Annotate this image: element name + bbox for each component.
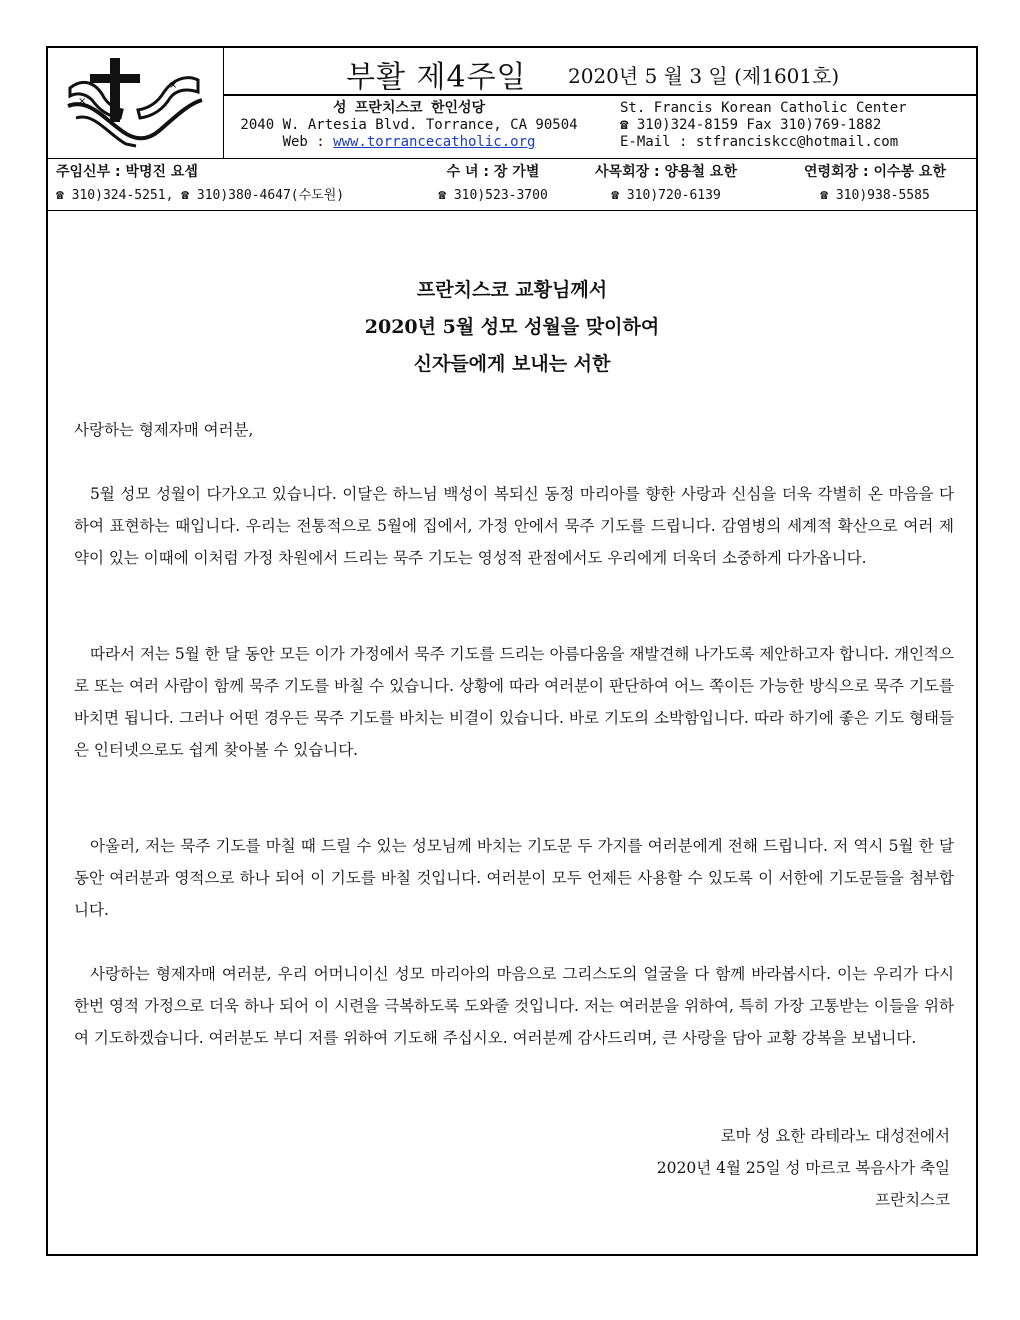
staff-role: 연령회장 : 이수봉 요한	[804, 164, 946, 180]
staff-pastor	[56, 160, 416, 208]
letter-greeting: 사랑하는 형제자매 여러분,	[74, 421, 254, 439]
letter-title-line: 프란치스코 교황님께서	[416, 279, 608, 301]
staff-role: 주임신부 : 박명진 요셉	[56, 164, 198, 180]
bulletin-frame	[46, 46, 978, 1256]
staff-council-president	[576, 160, 756, 208]
issue-date: 2020년 5 월 3 일 (제1601호)	[568, 64, 840, 88]
church-info-left	[224, 100, 594, 151]
staff-phone: ☎ 310)720-6139	[611, 188, 721, 203]
letter-title	[48, 272, 976, 383]
issue-title: 부활 제4주일	[346, 60, 527, 95]
svg-text:×: ×	[169, 80, 178, 91]
sign-name: 프란치스코	[875, 1191, 950, 1209]
staff-phone: ☎ 310)938-5585	[820, 188, 930, 203]
letter-paragraph-4: 사랑하는 형제자매 여러분, 우리 어머니이신 성모 마리아의 마음으로 그리스도의 얼굴을 다 함께 바라봅시다. 이는 우리가 다시 한번 영적 가정으로 더욱 하나 되어 이 시련을 극복하도록 도와줄 것입니다. 저는 여러분을 위하여, 특히 가장 고통받는 이들을 위하여 기도하겠습니다. 여러분도 부디 저를 위하여 기도해 주십시오. 여러분께 감사드리며, 큰 사랑을 담아 교황 강복을 보냅니다.	[74, 965, 954, 1047]
sign-place: 로마 성 요한 라테라노 대성전에서	[720, 1127, 950, 1145]
email-line: E-Mail : stfranciskcc@hotmail.com	[620, 134, 899, 150]
staff-directory	[48, 160, 976, 211]
phone-fax: ☎ 310)324-8159 Fax 310)769-1882	[620, 117, 882, 133]
church-address: 2040 W. Artesia Blvd. Torrance, CA 90504	[240, 117, 578, 133]
title-row	[224, 48, 976, 96]
church-name-en: St. Francis Korean Catholic Center	[620, 100, 907, 116]
svg-text:×: ×	[78, 96, 87, 107]
church-info-right	[620, 100, 970, 151]
web-label: Web :	[282, 134, 334, 150]
staff-phone: ☎ 310)324-5251, ☎ 310)380-4647(수도원)	[56, 188, 345, 203]
cross-hands-icon	[48, 48, 224, 158]
sign-date: 2020년 4월 25일 성 마르코 복음사가 축일	[656, 1159, 950, 1177]
staff-phone: ☎ 310)523-3700	[438, 188, 548, 203]
church-name-ko: 성 프란치스코 한인성당	[332, 100, 486, 116]
bulletin-header	[48, 48, 976, 159]
letter-paragraph-3: 아울러, 저는 묵주 기도를 마칠 때 드릴 수 있는 성모님께 바치는 기도문 두 가지를 여러분에게 전해 드립니다. 저 역시 5월 한 달 동안 여러분과 영적으로 하나 되어 이 기도를 바칠 것입니다. 여러분이 모두 언제든 사용할 수 있도록 이 서한에 기도문들을 첨부합니다.	[74, 837, 954, 919]
web-link[interactable]: www.torrancecatholic.org	[333, 134, 536, 150]
staff-role: 사목회장 : 양용철 요한	[595, 164, 737, 180]
web-line	[224, 134, 594, 151]
letter-paragraph-2: 따라서 저는 5월 한 달 동안 모든 이가 가정에서 묵주 기도를 드리는 아름다움을 재발견해 나가도록 제안하고자 합니다. 개인적으로 또는 여러 사람이 함께 묵주 기도를 바칠 수 있습니다. 상황에 따라 여러분이 판단하여 어느 쪽이든 가능한 방식으로 묵주 기도를 바치면 됩니다. 그러나 어떤 경우든 묵주 기도를 바치는 비결이 있습니다. 바로 기도의 소박함입니다. 따라 하기에 좋은 기도 형태들은 인터넷으로도 쉽게 찾아볼 수 있습니다.	[74, 645, 954, 759]
staff-sister	[418, 160, 568, 208]
staff-funeral-president	[780, 160, 970, 208]
letter-title-line: 신자들에게 보내는 서한	[413, 353, 611, 375]
parish-logo	[48, 48, 224, 158]
letter-title-line: 2020년 5월 성모 성월을 맞이하여	[364, 316, 660, 338]
staff-role: 수 녀 : 장 가별	[446, 164, 540, 180]
letter-signature	[450, 1120, 950, 1216]
letter-paragraph-1: 5월 성모 성월이 다가오고 있습니다. 이달은 하느님 백성이 복되신 동정 마리아를 향한 사랑과 신심을 더욱 각별히 온 마음을 다하여 표현하는 때입니다. 우리는 전통적으로 5월에 집에서, 가정 안에서 묵주 기도를 드립니다. 감염병의 세계적 확산으로 여러 제약이 있는 이때에 이처럼 가정 차원에서 드리는 묵주 기도는 영성적 관점에서도 우리에게 더욱더 소중하게 다가옵니다.	[74, 485, 954, 567]
